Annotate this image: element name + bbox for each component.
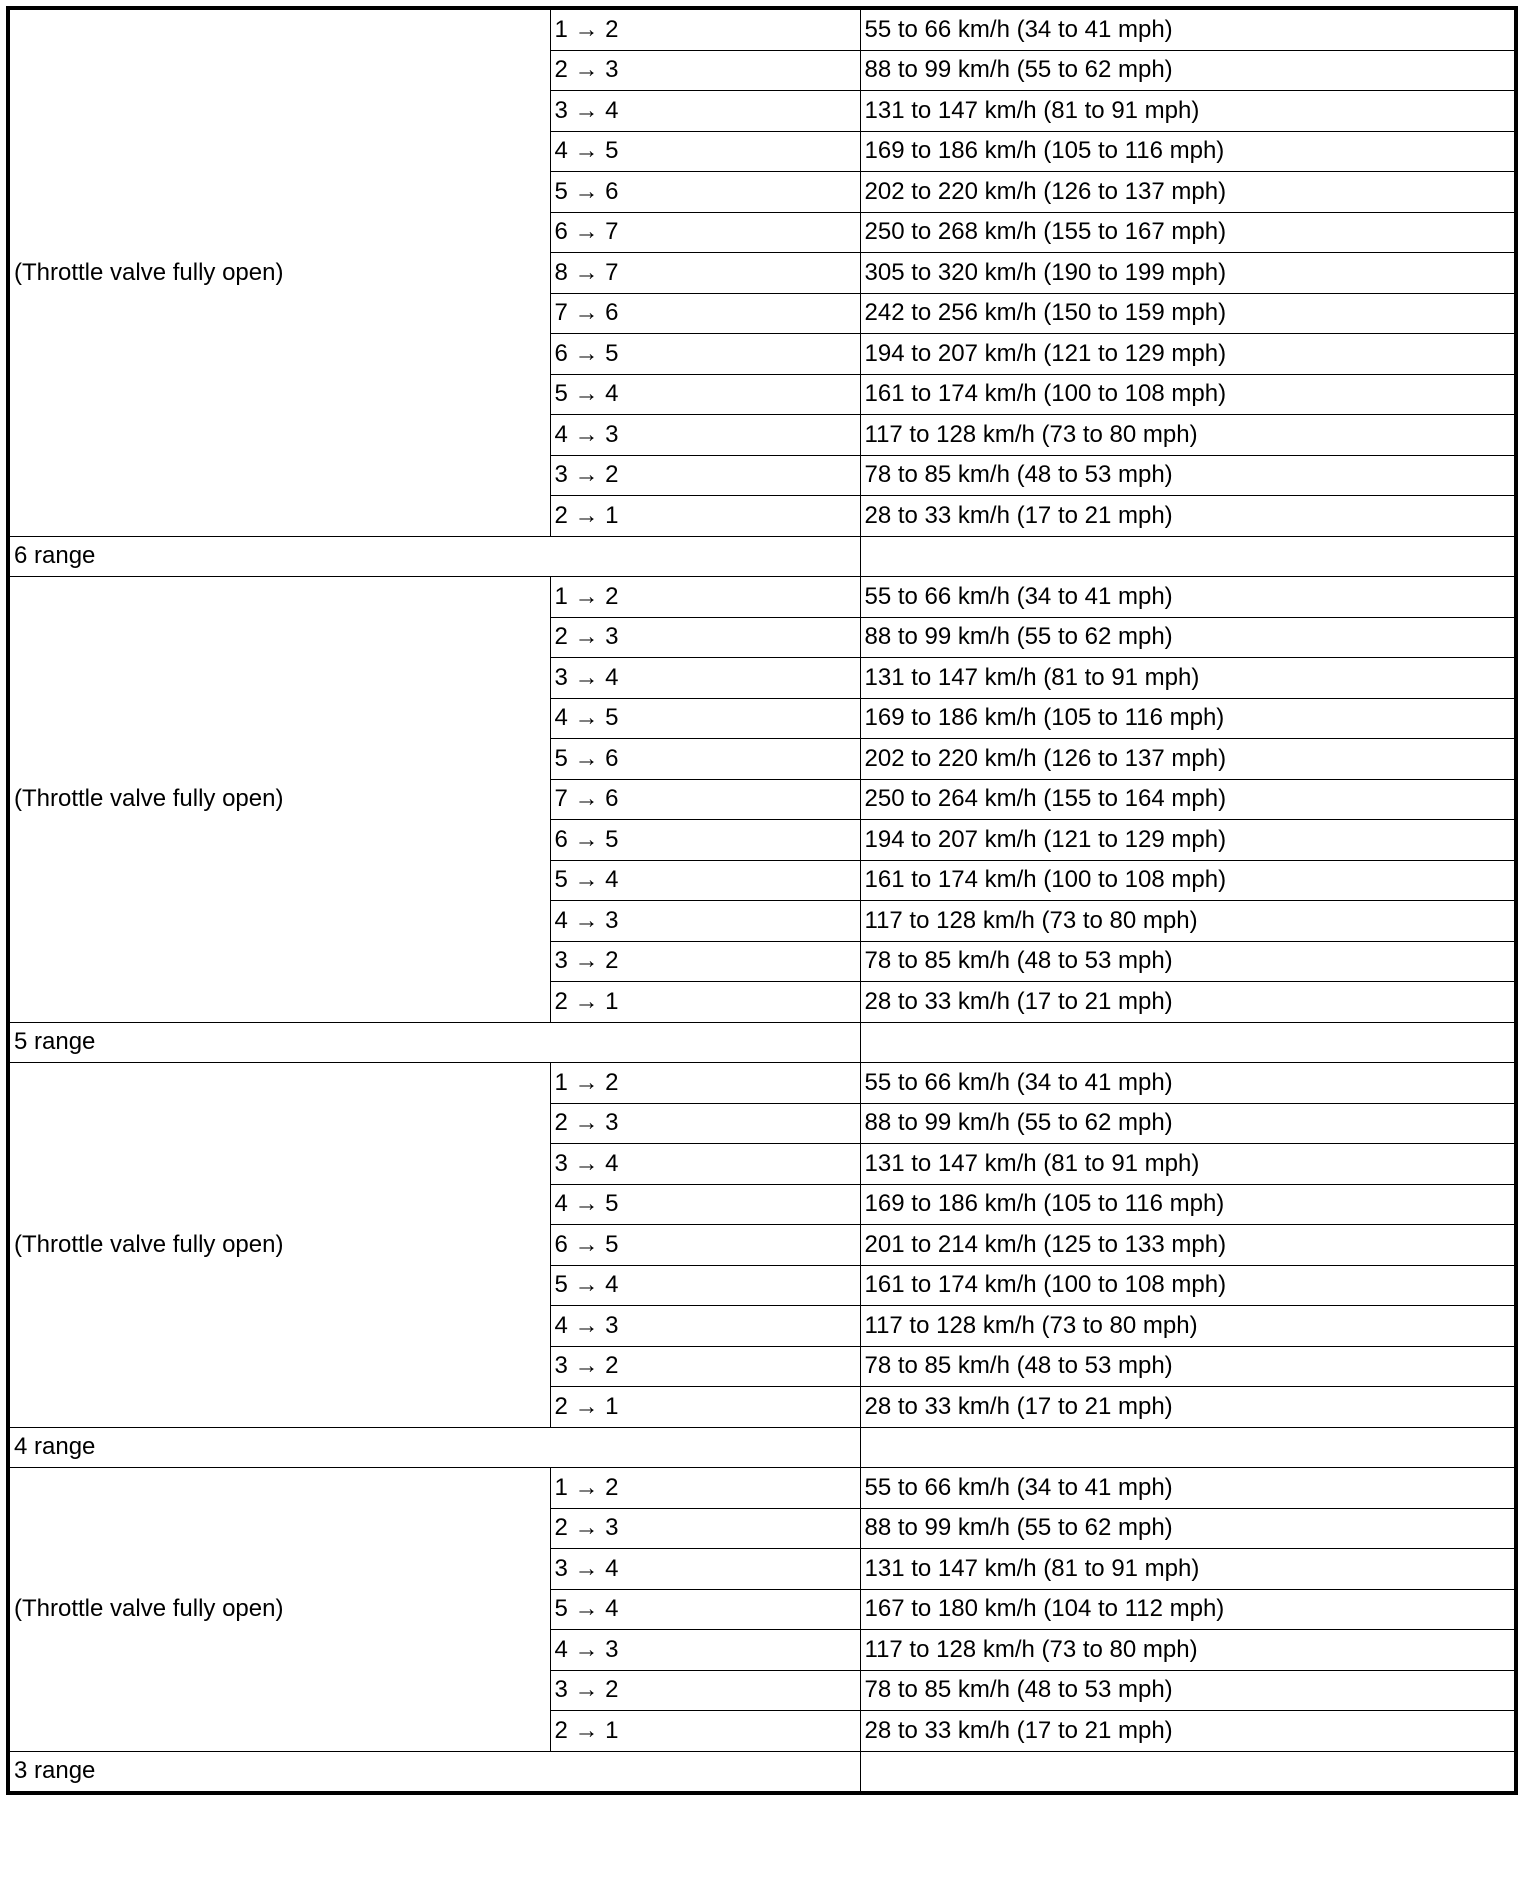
range-label: 3 range	[8, 1751, 860, 1793]
throttle-condition: (Throttle valve fully open)	[8, 8, 550, 536]
shift-gears: 2 → 3	[550, 1103, 860, 1144]
shift-row	[8, 1063, 1516, 1104]
range-header-row	[8, 1751, 1516, 1793]
shift-gears: 5 → 4	[550, 1589, 860, 1630]
shift-speed: 161 to 174 km/h (100 to 108 mph)	[860, 1265, 1516, 1306]
shift-speed: 55 to 66 km/h (34 to 41 mph)	[860, 8, 1516, 50]
shift-gears: 1 → 2	[550, 1468, 860, 1509]
throttle-condition: (Throttle valve fully open)	[8, 1468, 550, 1752]
shift-speed: 78 to 85 km/h (48 to 53 mph)	[860, 1346, 1516, 1387]
shift-gears: 2 → 1	[550, 1711, 860, 1752]
range-empty-cell	[860, 1427, 1516, 1468]
shift-speed: 78 to 85 km/h (48 to 53 mph)	[860, 941, 1516, 982]
shift-speed: 161 to 174 km/h (100 to 108 mph)	[860, 374, 1516, 415]
shift-speed: 117 to 128 km/h (73 to 80 mph)	[860, 1630, 1516, 1671]
shift-speed: 169 to 186 km/h (105 to 116 mph)	[860, 131, 1516, 172]
shift-gears: 6 → 5	[550, 1225, 860, 1266]
shift-gears: 4 → 3	[550, 901, 860, 942]
throttle-condition: (Throttle valve fully open)	[8, 577, 550, 1023]
shift-row	[8, 577, 1516, 618]
shift-gears: 4 → 3	[550, 1630, 860, 1671]
shift-gears: 5 → 6	[550, 172, 860, 213]
shift-gears: 6 → 5	[550, 820, 860, 861]
shift-gears: 2 → 3	[550, 50, 860, 91]
range-label: 4 range	[8, 1427, 860, 1468]
shift-speed: 88 to 99 km/h (55 to 62 mph)	[860, 1103, 1516, 1144]
shift-gears: 1 → 2	[550, 1063, 860, 1104]
shift-gears: 8 → 7	[550, 253, 860, 294]
shift-speed: 169 to 186 km/h (105 to 116 mph)	[860, 1184, 1516, 1225]
shift-speed: 55 to 66 km/h (34 to 41 mph)	[860, 1468, 1516, 1509]
shift-row	[8, 8, 1516, 50]
throttle-condition: (Throttle valve fully open)	[8, 1063, 550, 1428]
shift-gears: 4 → 3	[550, 415, 860, 456]
shift-speed: 28 to 33 km/h (17 to 21 mph)	[860, 1387, 1516, 1428]
shift-gears: 3 → 2	[550, 1670, 860, 1711]
shift-gears: 2 → 1	[550, 1387, 860, 1428]
shift-gears: 4 → 5	[550, 1184, 860, 1225]
shift-speed: 202 to 220 km/h (126 to 137 mph)	[860, 739, 1516, 780]
range-header-row	[8, 1022, 1516, 1063]
shift-speed: 131 to 147 km/h (81 to 91 mph)	[860, 1549, 1516, 1590]
range-header-row	[8, 1427, 1516, 1468]
shift-speed: 242 to 256 km/h (150 to 159 mph)	[860, 293, 1516, 334]
shift-speed: 117 to 128 km/h (73 to 80 mph)	[860, 901, 1516, 942]
shift-gears: 2 → 3	[550, 617, 860, 658]
shift-speed: 28 to 33 km/h (17 to 21 mph)	[860, 496, 1516, 537]
shift-speed: 305 to 320 km/h (190 to 199 mph)	[860, 253, 1516, 294]
shift-speed: 88 to 99 km/h (55 to 62 mph)	[860, 1508, 1516, 1549]
shift-gears: 1 → 2	[550, 8, 860, 50]
shift-gears: 4 → 3	[550, 1306, 860, 1347]
shift-gears: 5 → 4	[550, 374, 860, 415]
shift-speed: 131 to 147 km/h (81 to 91 mph)	[860, 1144, 1516, 1185]
shift-speed: 250 to 268 km/h (155 to 167 mph)	[860, 212, 1516, 253]
shift-gears: 3 → 4	[550, 1549, 860, 1590]
shift-speed: 131 to 147 km/h (81 to 91 mph)	[860, 658, 1516, 699]
shift-gears: 3 → 4	[550, 91, 860, 132]
shift-gears: 3 → 4	[550, 1144, 860, 1185]
shift-gears: 2 → 3	[550, 1508, 860, 1549]
shift-gears: 5 → 4	[550, 1265, 860, 1306]
shift-gears: 2 → 1	[550, 496, 860, 537]
range-label: 6 range	[8, 536, 860, 577]
shift-speed: 55 to 66 km/h (34 to 41 mph)	[860, 577, 1516, 618]
shift-gears: 5 → 6	[550, 739, 860, 780]
shift-gears: 4 → 5	[550, 131, 860, 172]
shift-gears: 3 → 2	[550, 1346, 860, 1387]
shift-gears: 3 → 2	[550, 941, 860, 982]
shift-speed: 167 to 180 km/h (104 to 112 mph)	[860, 1589, 1516, 1630]
shift-gears: 1 → 2	[550, 577, 860, 618]
shift-gears: 2 → 1	[550, 982, 860, 1023]
range-label: 5 range	[8, 1022, 860, 1063]
shift-speed: 131 to 147 km/h (81 to 91 mph)	[860, 91, 1516, 132]
range-empty-cell	[860, 1022, 1516, 1063]
shift-gears: 7 → 6	[550, 779, 860, 820]
shift-gears: 6 → 5	[550, 334, 860, 375]
shift-gears: 7 → 6	[550, 293, 860, 334]
shift-speed: 194 to 207 km/h (121 to 129 mph)	[860, 820, 1516, 861]
shift-speed: 88 to 99 km/h (55 to 62 mph)	[860, 617, 1516, 658]
shift-speed: 28 to 33 km/h (17 to 21 mph)	[860, 982, 1516, 1023]
shift-speed: 78 to 85 km/h (48 to 53 mph)	[860, 1670, 1516, 1711]
shift-gears: 5 → 4	[550, 860, 860, 901]
shift-gears: 3 → 2	[550, 455, 860, 496]
shift-speed: 250 to 264 km/h (155 to 164 mph)	[860, 779, 1516, 820]
shift-speed: 78 to 85 km/h (48 to 53 mph)	[860, 455, 1516, 496]
shift-speed: 28 to 33 km/h (17 to 21 mph)	[860, 1711, 1516, 1752]
shift-row	[8, 1468, 1516, 1509]
range-empty-cell	[860, 536, 1516, 577]
shift-speed: 161 to 174 km/h (100 to 108 mph)	[860, 860, 1516, 901]
shift-speed: 202 to 220 km/h (126 to 137 mph)	[860, 172, 1516, 213]
shift-speed: 194 to 207 km/h (121 to 129 mph)	[860, 334, 1516, 375]
shift-speed: 88 to 99 km/h (55 to 62 mph)	[860, 50, 1516, 91]
shift-speed-table	[6, 6, 1518, 1795]
range-header-row	[8, 536, 1516, 577]
range-empty-cell	[860, 1751, 1516, 1793]
shift-speed: 169 to 186 km/h (105 to 116 mph)	[860, 698, 1516, 739]
shift-speed: 117 to 128 km/h (73 to 80 mph)	[860, 415, 1516, 456]
shift-gears: 6 → 7	[550, 212, 860, 253]
shift-table-body	[8, 8, 1516, 1793]
shift-speed: 117 to 128 km/h (73 to 80 mph)	[860, 1306, 1516, 1347]
shift-gears: 3 → 4	[550, 658, 860, 699]
shift-speed: 55 to 66 km/h (34 to 41 mph)	[860, 1063, 1516, 1104]
shift-gears: 4 → 5	[550, 698, 860, 739]
shift-speed: 201 to 214 km/h (125 to 133 mph)	[860, 1225, 1516, 1266]
